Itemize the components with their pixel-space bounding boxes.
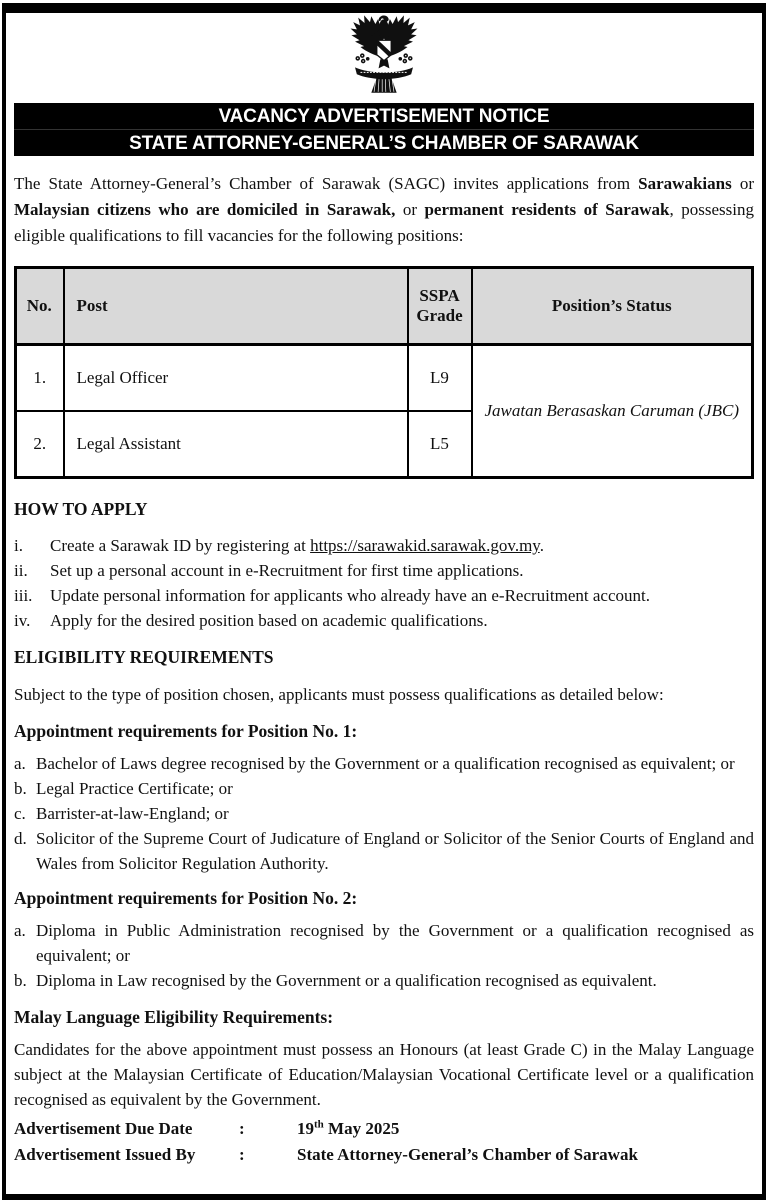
list-item-text: Legal Practice Certificate; or [36,776,754,801]
list-item [14,826,754,876]
crest-container [14,14,754,101]
issued-by-label: Advertisement Issued By [14,1142,239,1168]
col-header-sspa-grade: SSPA Grade [408,268,472,345]
list-item-text: Apply for the desired position based on academic qualifications. [50,608,754,633]
position1-requirements-list [14,751,754,876]
table-row [16,345,753,412]
sarawakid-link[interactable]: https://sarawakid.sarawak.gov.my [310,536,540,555]
list-item [14,751,754,776]
due-date-colon: : [239,1116,297,1142]
list-marker: iv. [14,608,50,633]
list-item [14,533,754,558]
list-item-text: Set up a personal account in e-Recruitment for first time applications. [50,558,754,583]
due-rest: May 2025 [324,1119,400,1138]
issued-by-colon: : [239,1142,297,1168]
table-header-row [16,268,753,345]
document-page [2,3,766,1200]
list-item [14,968,754,993]
list-item-text: Bachelor of Laws degree recognised by the Government or a qualification recognised as equivalent; or [36,751,754,776]
position2-requirements-list [14,918,754,993]
row1-no: 1. [16,345,64,412]
issued-by-value: State Attorney-General’s Chamber of Sarawak [297,1142,754,1168]
how-to-apply-heading: HOW TO APPLY [14,499,754,520]
position2-heading: Appointment requirements for Position No. 2: [14,888,754,909]
list-item [14,801,754,826]
title-bar [14,103,754,156]
list-marker: d. [14,826,36,876]
row2-post: Legal Assistant [64,411,408,478]
list-item-text [50,533,754,558]
issued-by-row [14,1142,754,1168]
col-header-no: No. [16,268,64,345]
list-item-text: Diploma in Public Administration recognised by the Government or a qualification recognised as equivalent; or [36,918,754,968]
list-marker: c. [14,801,36,826]
row1-post: Legal Officer [64,345,408,412]
list-item [14,608,754,633]
position1-heading: Appointment requirements for Position No. 1: [14,721,754,742]
notice-title: VACANCY ADVERTISEMENT NOTICE [14,103,754,129]
list-item-text: Solicitor of the Supreme Court of Judicature of England or Solicitor of the Senior Courts of England and Wales from Solicitor Regulation Authority. [36,826,754,876]
sarawak-state-crest-icon [334,14,434,100]
due-day: 19 [297,1119,314,1138]
list-item [14,583,754,608]
advertisement-footer [14,1116,754,1168]
list-marker: b. [14,968,36,993]
how-to-apply-list [14,533,754,633]
intro-paragraph: The State Attorney-General’s Chamber of Sarawak (SAGC) invites applications from Sarawakians or Malaysian citizens who are domiciled in Sarawak, or permanent residents of Sarawak, possessing eligible qualifications to fill vacancies for the following positions: [14,171,754,249]
list-item-text: Update personal information for applicants who already have an e-Recruitment account. [50,583,754,608]
list-marker: a. [14,918,36,968]
list-item [14,918,754,968]
list-item [14,558,754,583]
link-pre-text: Create a Sarawak ID by registering at [50,536,310,555]
list-marker: ii. [14,558,50,583]
list-item-text: Barrister-at-law-England; or [36,801,754,826]
due-date-label: Advertisement Due Date [14,1116,239,1142]
list-item-text: Diploma in Law recognised by the Government or a qualification recognised as equivalent. [36,968,754,993]
row1-grade: L9 [408,345,472,412]
list-marker: a. [14,751,36,776]
eligibility-heading: ELIGIBILITY REQUIREMENTS [14,647,754,668]
due-date-row [14,1116,754,1142]
link-post-text: . [540,536,544,555]
list-item [14,776,754,801]
list-marker: b. [14,776,36,801]
list-marker: i. [14,533,50,558]
vacancy-table [14,266,754,479]
list-marker: iii. [14,583,50,608]
col-header-post: Post [64,268,408,345]
col-header-position-status: Position’s Status [472,268,753,345]
malay-language-heading: Malay Language Eligibility Requirements: [14,1007,754,1028]
row2-grade: L5 [408,411,472,478]
due-ordinal: th [314,1118,324,1130]
chamber-title: STATE ATTORNEY-GENERAL’S CHAMBER OF SARAWAK [14,130,754,156]
row2-no: 2. [16,411,64,478]
malay-language-paragraph: Candidates for the above appointment must possess an Honours (at least Grade C) in the Malay Language subject at the Malaysian Certificate of Education/Malaysian Vocational Certificate level or a qualification recognised as equivalent by the Government. [14,1037,754,1112]
eligibility-intro: Subject to the type of position chosen, applicants must possess qualifications as detailed below: [14,682,754,707]
position-status-cell: Jawatan Berasaskan Caruman (JBC) [472,345,753,478]
due-date-value [297,1116,754,1142]
